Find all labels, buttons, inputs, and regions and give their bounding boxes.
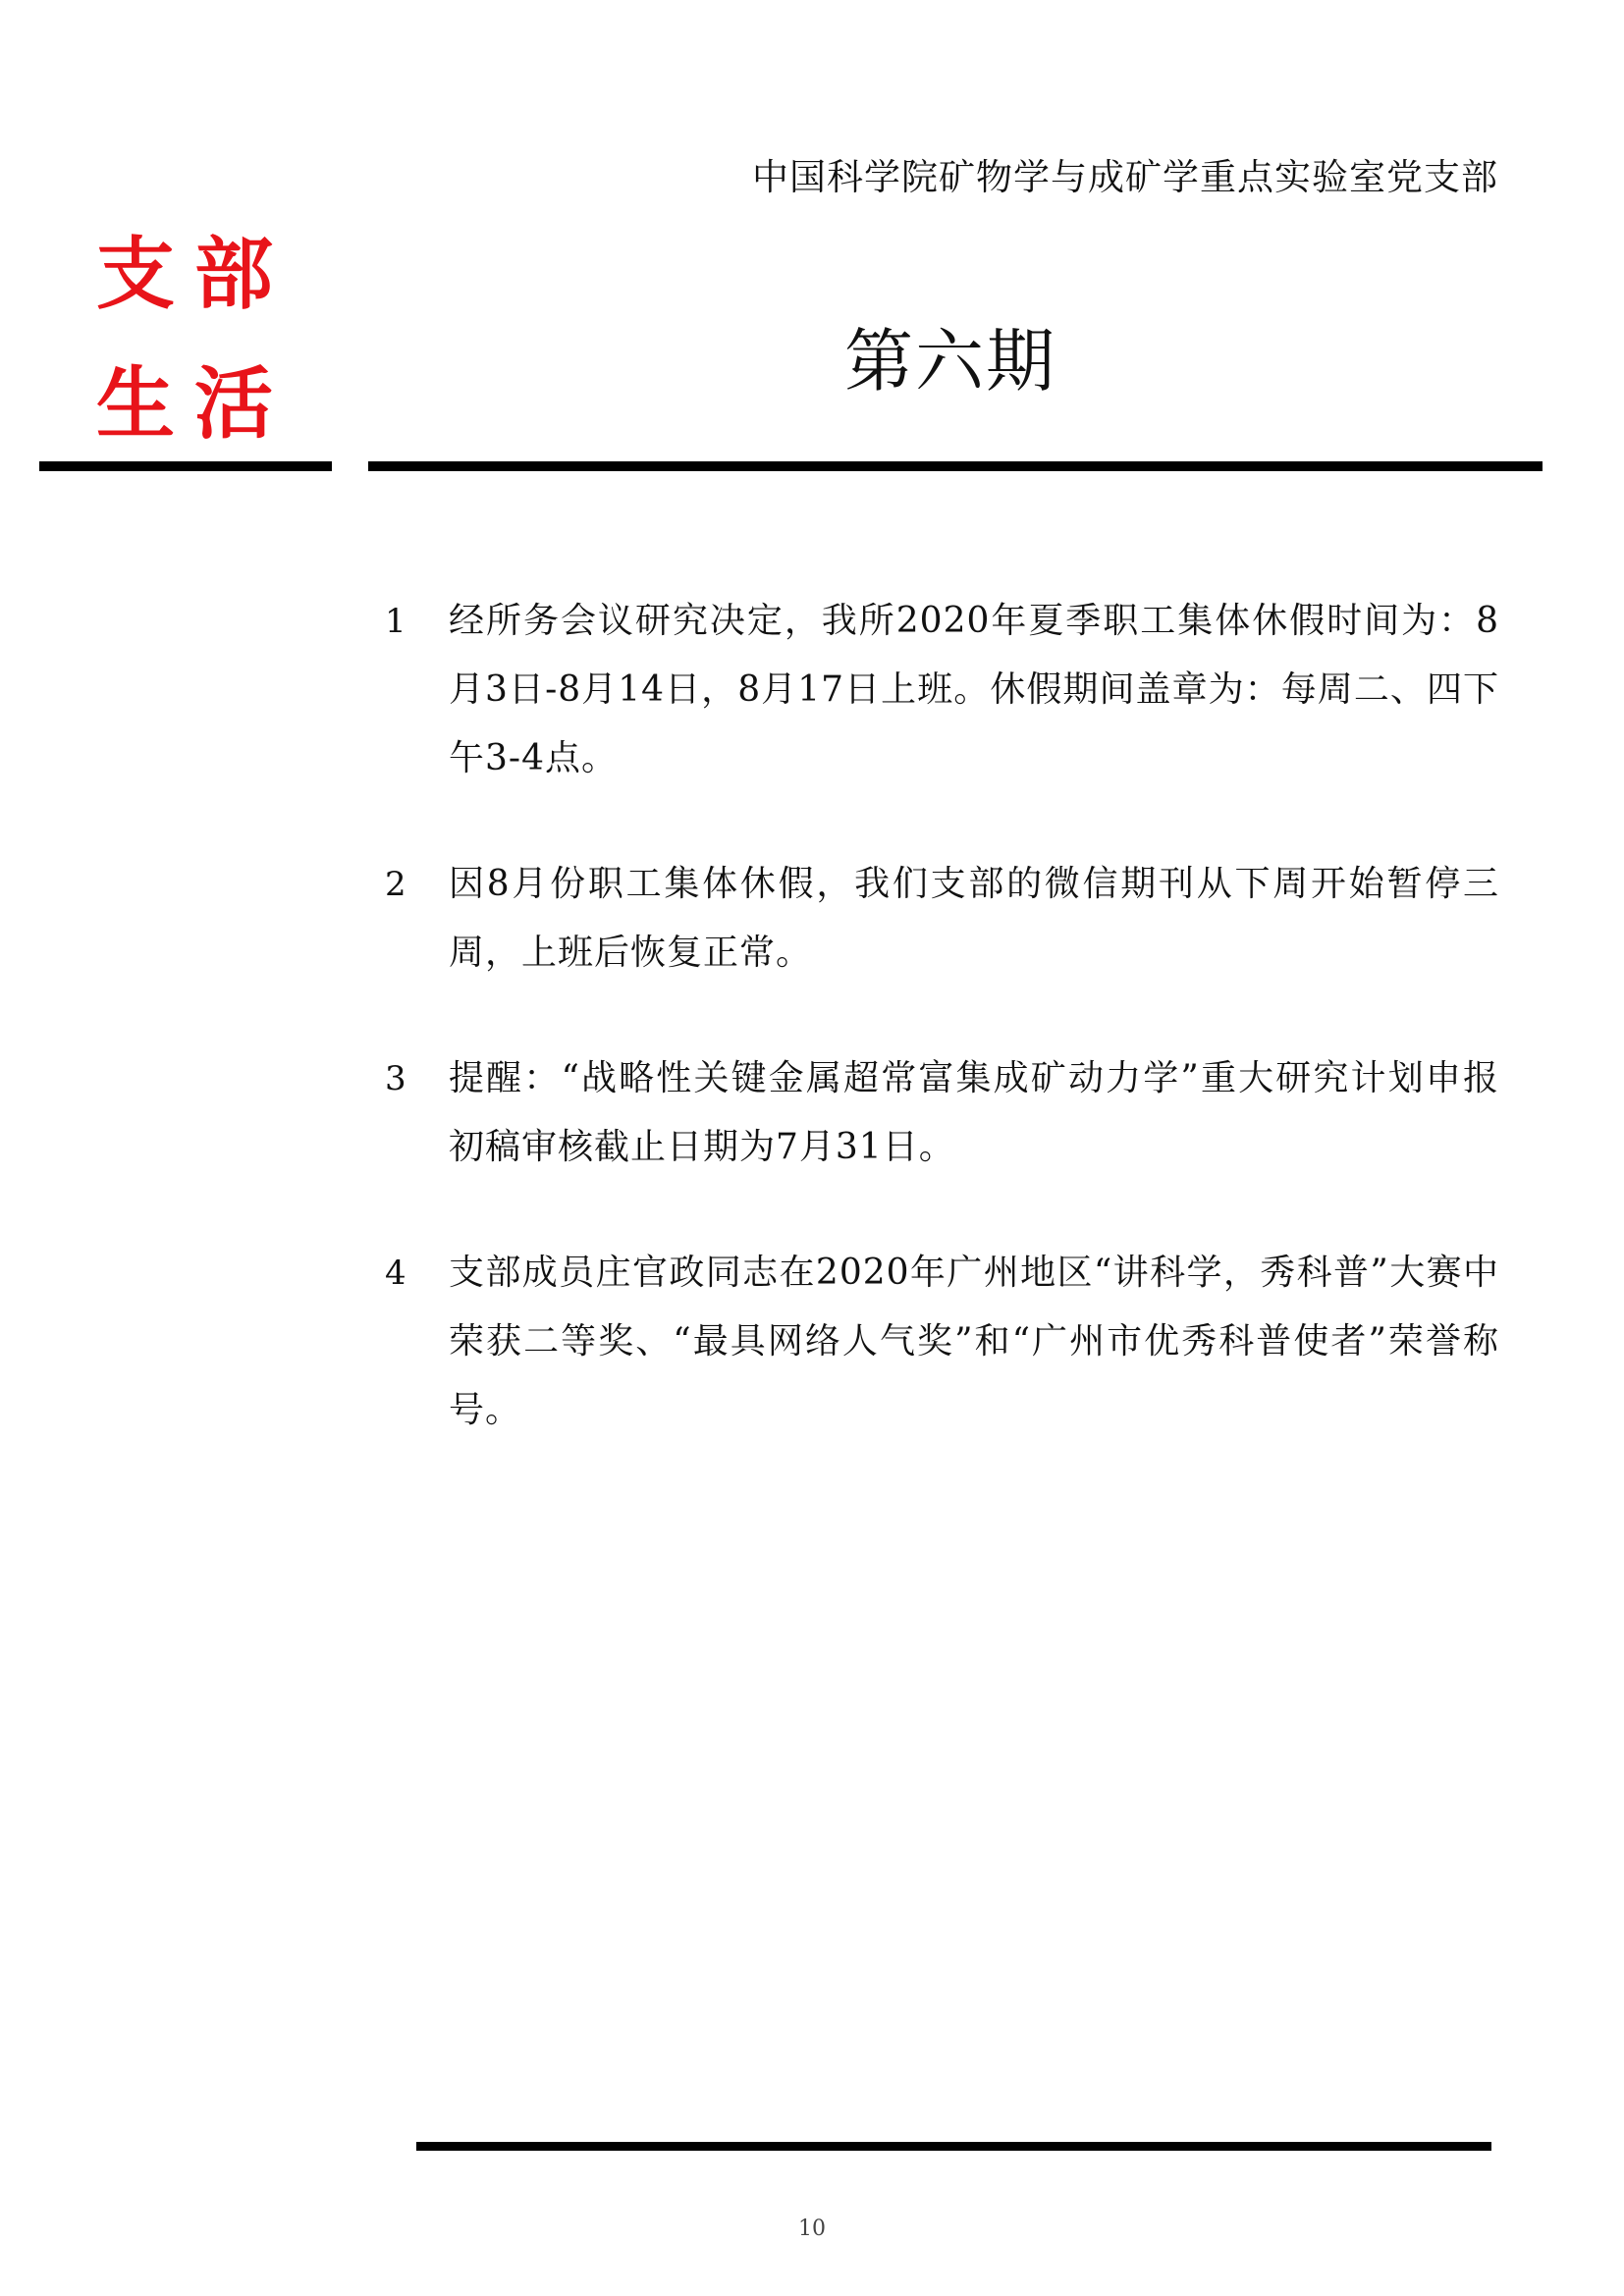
notice-item	[385, 1044, 1504, 1182]
page-number: 10	[798, 2216, 826, 2241]
masthead-line-1: 支部	[96, 229, 293, 320]
notice-item	[385, 1239, 1504, 1445]
notice-text: 因8月份职工集体休假，我们支部的微信期刊从下周开始暂停三周，上班后恢复正常。	[449, 864, 1499, 973]
header-rule-left	[39, 461, 332, 471]
notice-list	[385, 587, 1504, 1502]
notice-number: 2	[385, 865, 406, 904]
issue-title: 第六期	[844, 321, 1056, 401]
notice-number: 4	[385, 1254, 406, 1293]
notice-text: 经所务会议研究决定，我所2020年夏季职工集体休假时间为：8月3日-8月14日，8月17日上班。休假期间盖章为：每周二、四下午3-4点。	[449, 601, 1499, 778]
notice-text: 支部成员庄官政同志在2020年广州地区“讲科学，秀科普”大赛中荣获二等奖、“最具网络人气奖”和“广州市优秀科普使者”荣誉称号。	[449, 1253, 1499, 1430]
footer-rule	[416, 2142, 1491, 2151]
notice-item	[385, 587, 1504, 793]
notice-item	[385, 850, 1504, 988]
masthead-line-2: 生活	[96, 358, 293, 450]
notice-text: 提醒：“战略性关键金属超常富集成矿动力学”重大研究计划申报初稿审核截止日期为7月31日。	[449, 1058, 1499, 1167]
organization-name: 中国科学院矿物学与成矿学重点实验室党支部	[752, 156, 1498, 198]
header-rule-right	[368, 461, 1543, 471]
notice-number: 3	[385, 1059, 406, 1098]
notice-number: 1	[385, 602, 406, 641]
